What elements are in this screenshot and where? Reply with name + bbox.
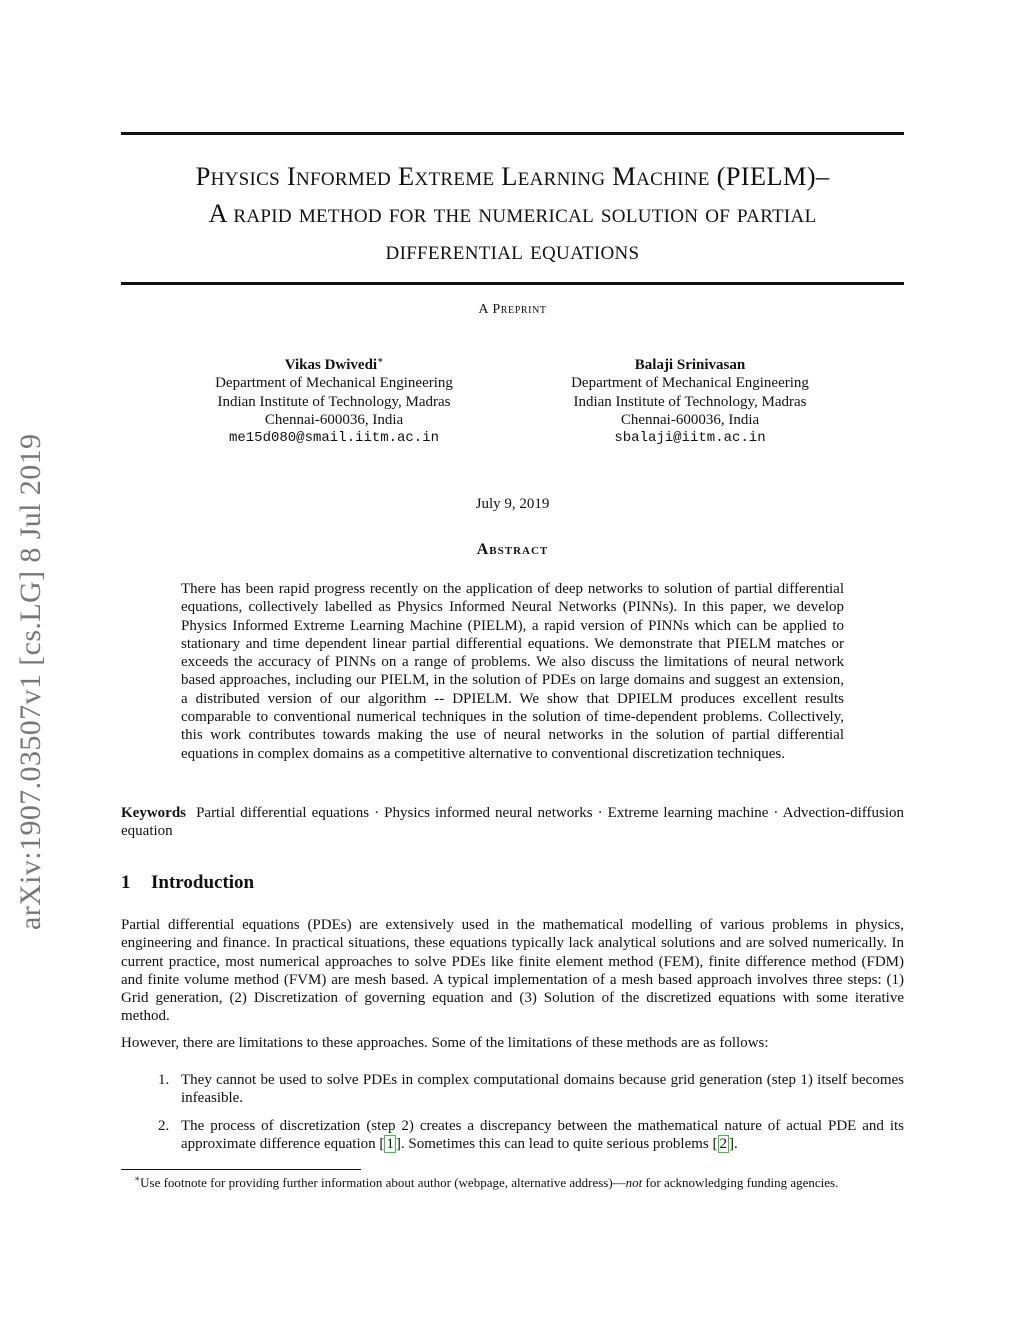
author-city: Chennai-600036, India [264, 411, 404, 428]
paper-date: July 9, 2019 [475, 496, 550, 512]
keywords [121, 804, 904, 841]
footnote-rule [121, 1169, 361, 1170]
author-institute: Indian Institute of Technology, Madras [573, 393, 807, 410]
paper-title [121, 158, 904, 269]
title-top-rule [121, 132, 904, 135]
keywords-text: Partial differential equations · Physics informed neural networks · Extreme learning machine · Advection-diffusion equation [121, 805, 904, 840]
list-item [158, 1071, 904, 1108]
title-bottom-rule [121, 282, 904, 285]
footnote [121, 1174, 904, 1192]
intro-paragraph-2: However, there are limitations to these approaches. Some of the limitations of these methods are as follows: [121, 1035, 769, 1051]
intro-paragraph-1: Partial differential equations (PDEs) are extensively used in the mathematical modelling of various problems in physics, engineering and finance. In practical situations, these equations typically lack analytical solutions and are solved numerically. In current practice, most numerical approaches to solve PDEs like finite element method (FEM), finite difference method (FDM) and finite volume method (FVM) are mesh based. A typical implementation of a mesh based approach involves three steps: (1) Grid generation, (2) Discretization of governing equation and (3) Solution of the discretized equations with some iterative method. [121, 917, 904, 1025]
list-item-text: They cannot be used to solve PDEs in complex computational domains because grid generation (step 1) itself becomes infeasible. [181, 1072, 904, 1107]
citation-link-1[interactable]: 1 [386, 1136, 394, 1153]
abstract-body: There has been rapid progress recently on the application of deep networks to solution of partial differential equations, collectively labelled as Physics Informed Neural Networks (PINNs). In this paper, we develop Physics Informed Extreme Learning Machine (PIELM), a rapid version of PINNs which can be applied to stationary and time dependent linear partial differential equations. We demonstrate that PIELM matches or exceeds the accuracy of PINNs on a range of problems. We also discuss the limitations of neural network based approaches, including our PIELM, in the solution of PDEs on large domains and suggest an extension, a distributed version of our algorithm -- DPIELM. We show that DPIELM produces excellent results comparable to conventional numerical techniques in the solution of time-dependent problems. Collectively, this work contributes towards making the use of neural networks in the solution of partial differential equations in complex domains as a competitive alternative to conventional discretization techniques. [181, 581, 844, 762]
footnote-text: for acknowledging funding agencies. [642, 1175, 839, 1190]
author-institute: Indian Institute of Technology, Madras [217, 393, 451, 410]
preprint-label: A Preprint [478, 302, 547, 317]
author-name: Vikas Dwivedi∗ [284, 355, 384, 373]
list-item-text: ]. Sometimes this can lead to quite serious problems [ [395, 1136, 718, 1153]
abstract-heading: Abstract [476, 541, 549, 558]
title-line-2: A rapid method for the numerical solution of partial [208, 198, 817, 228]
arxiv-side-stamp[interactable]: arXiv:1907.03507v1 [cs.LG] 8 Jul 2019 [14, 433, 47, 930]
citation-link-2[interactable]: 2 [719, 1136, 727, 1153]
list-marker: 1. [158, 1072, 170, 1088]
list-marker: 2. [158, 1118, 170, 1134]
title-line-1: Physics Informed Extreme Learning Machine (PIELM)– [195, 161, 830, 191]
author-block-2 [525, 356, 855, 447]
footnote-text: Use footnote for providing further information about author (webpage, alternative address)— [140, 1175, 626, 1190]
section-number: 1 [121, 872, 131, 893]
footnote-mark: ∗ [134, 1173, 141, 1184]
footnote-mark[interactable]: ∗ [377, 355, 384, 365]
list-item-text: The process of discretization (step 2) creates a discrepancy between the mathematical nature of actual PDE and its approximate difference equation [ [181, 1118, 904, 1153]
author-email[interactable]: me15d080@smail.iitm.ac.in [228, 430, 440, 447]
footnote-emphasis: not [625, 1175, 643, 1190]
section-title: Introduction [151, 872, 255, 893]
section-heading [121, 872, 904, 894]
author-block-1 [169, 356, 499, 447]
list-item-text: ]. [729, 1136, 738, 1153]
title-line-3: differential equations [385, 235, 640, 265]
author-department: Department of Mechanical Engineering [215, 375, 453, 392]
list-item [158, 1117, 904, 1154]
author-department: Department of Mechanical Engineering [571, 375, 809, 392]
author-city: Chennai-600036, India [620, 411, 760, 428]
author-name: Balaji Srinivasan [634, 357, 746, 373]
author-email[interactable]: sbalaji@iitm.ac.in [614, 430, 766, 447]
keywords-label: Keywords [121, 805, 186, 821]
